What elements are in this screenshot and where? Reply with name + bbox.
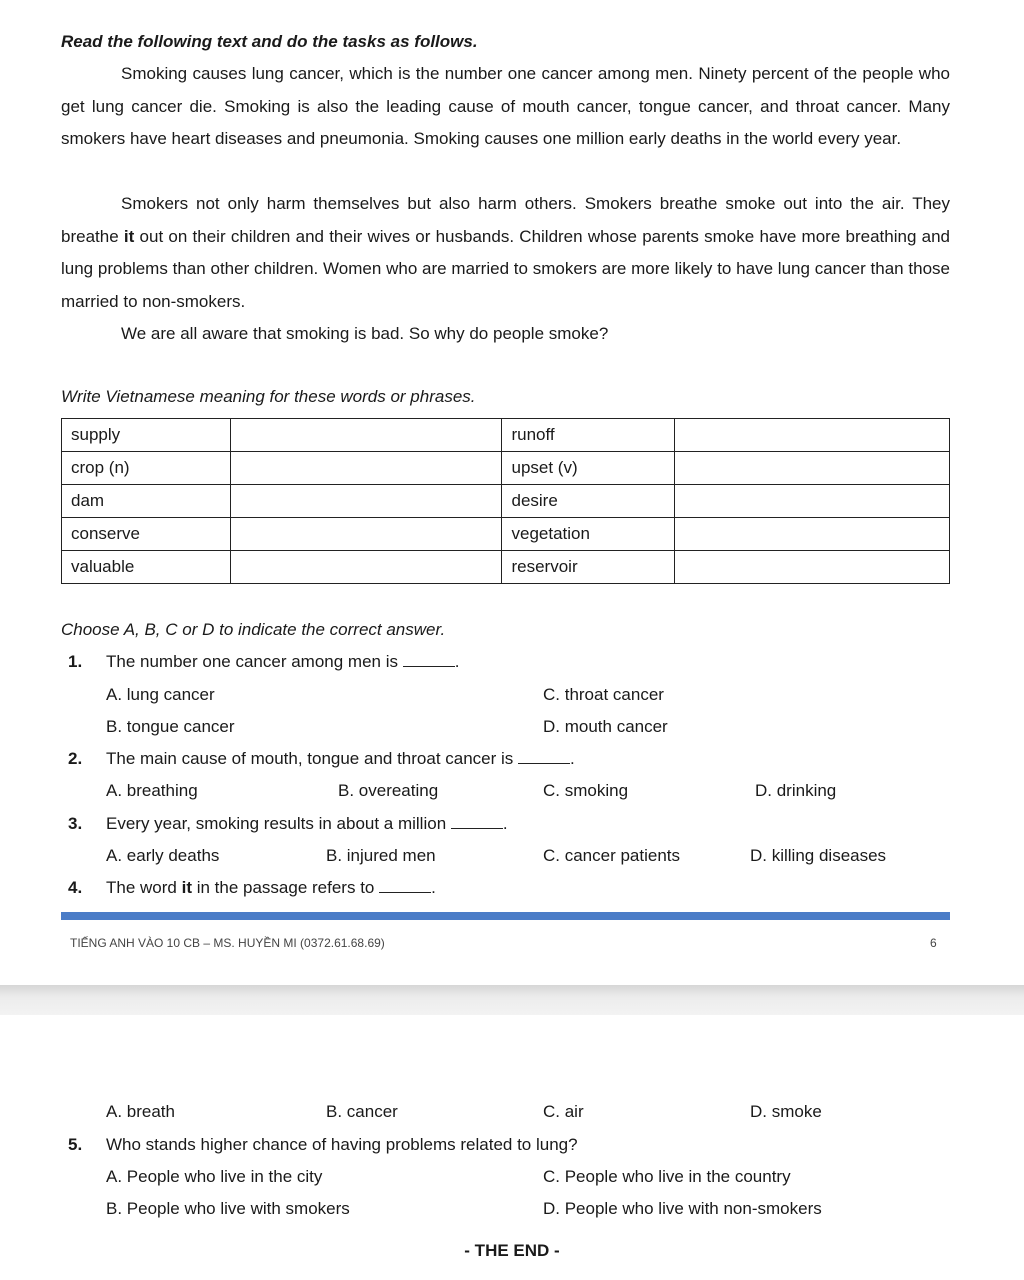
option-c[interactable]: C. People who live in the country (543, 1167, 791, 1186)
vocab-answer-cell[interactable] (230, 485, 502, 518)
the-end-label: - THE END - (464, 1241, 560, 1260)
question-2 (68, 749, 575, 769)
option-c[interactable]: C. cancer patients (543, 846, 681, 865)
option-d[interactable]: D. People who live with non-smokers (543, 1199, 822, 1218)
vocab-word: crop (n) (62, 452, 231, 485)
question-end: . (431, 878, 436, 897)
page-number: 6 (930, 936, 937, 950)
question-text: The number one cancer among men is (106, 652, 398, 671)
vocab-word: desire (502, 485, 675, 518)
option-a[interactable]: A. People who live in the city (106, 1167, 323, 1186)
passage-p3-text: We are all aware that smoking is bad. So why do people smoke? (121, 324, 609, 343)
vocab-answer-cell[interactable] (230, 551, 502, 584)
table-row (62, 452, 950, 485)
passage-paragraph-3 (61, 318, 950, 351)
vocab-answer-cell[interactable] (230, 419, 502, 452)
answer-blank[interactable] (403, 654, 455, 667)
vocab-answer-cell[interactable] (230, 452, 502, 485)
option-c[interactable]: C. smoking (543, 781, 629, 800)
vocab-word: vegetation (502, 518, 675, 551)
question-text: Who stands higher chance of having problems related to lung? (106, 1135, 578, 1154)
vocab-table (61, 418, 950, 584)
vocab-answer-cell[interactable] (675, 518, 950, 551)
question-number: 2. (68, 749, 83, 768)
question-text: The main cause of mouth, tongue and throat cancer is (106, 749, 514, 768)
option-d[interactable]: D. smoke (750, 1102, 822, 1121)
question-4 (68, 878, 436, 898)
option-a[interactable]: A. early deaths (106, 846, 220, 865)
question-text-before: The word (106, 878, 182, 897)
vocab-word: supply (62, 419, 231, 452)
question-number: 5. (68, 1135, 83, 1154)
option-b[interactable]: B. overeating (338, 781, 439, 800)
vocab-answer-cell[interactable] (675, 452, 950, 485)
question-3 (68, 814, 508, 834)
table-row (62, 518, 950, 551)
table-row (62, 551, 950, 584)
option-c[interactable]: C. air (543, 1102, 584, 1121)
vocab-answer-cell[interactable] (675, 419, 950, 452)
question-text: Every year, smoking results in about a million (106, 814, 447, 833)
question-end: . (570, 749, 575, 768)
answer-blank[interactable] (379, 880, 431, 893)
answer-blank[interactable] (518, 751, 570, 764)
option-b[interactable]: B. cancer (326, 1102, 398, 1121)
vocab-word: runoff (502, 419, 675, 452)
passage-p2-bold-word: it (123, 226, 135, 246)
question-number: 1. (68, 652, 83, 671)
passage-p2-before: Smokers not only harm themselves but also harm others. Smokers breathe smoke out into the air. They breathe (61, 194, 950, 246)
option-b[interactable]: B. injured men (326, 846, 436, 865)
option-a[interactable]: A. breath (106, 1102, 175, 1121)
passage-p2-after: out on their children and their wives or husbands. Children whose parents smoke have more breathing and lung problems than other children. Women who are married to smokers are more likely to have lung cancer than those married to non-smokers. (61, 226, 950, 311)
vocab-word: conserve (62, 518, 231, 551)
question-text-after: in the passage refers to (191, 878, 375, 897)
vocab-word: reservoir (502, 551, 675, 584)
vocab-word: upset (v) (502, 452, 675, 485)
vocab-answer-cell[interactable] (675, 485, 950, 518)
section-heading: Read the following text and do the tasks as follows. (61, 32, 478, 51)
question-1 (68, 652, 459, 672)
question-number: 4. (68, 878, 83, 897)
vocab-word: valuable (62, 551, 231, 584)
option-d[interactable]: D. mouth cancer (543, 717, 668, 736)
option-c[interactable]: C. throat cancer (543, 685, 664, 704)
option-b[interactable]: B. tongue cancer (106, 717, 235, 736)
answer-blank[interactable] (451, 816, 503, 829)
question-end: . (454, 652, 460, 671)
question-number: 3. (68, 814, 83, 833)
vocab-answer-cell[interactable] (230, 518, 502, 551)
vocab-instruction: Write Vietnamese meaning for these words or phrases. (61, 387, 476, 406)
passage-paragraph-1 (61, 58, 950, 156)
question-5 (68, 1135, 578, 1155)
vocab-answer-cell[interactable] (675, 551, 950, 584)
option-a[interactable]: A. lung cancer (106, 685, 215, 704)
table-row (62, 485, 950, 518)
vocab-word: dam (62, 485, 231, 518)
question-bold-word: it (181, 878, 192, 897)
footer-rule (61, 912, 950, 920)
question-end: . (502, 814, 508, 833)
mcq-instruction: Choose A, B, C or D to indicate the correct answer. (61, 620, 446, 639)
option-a[interactable]: A. breathing (106, 781, 198, 800)
footer-text: TIẾNG ANH VÀO 10 CB – MS. HUYỀN MI (0372.61.68.69) (70, 936, 385, 950)
table-row (62, 419, 950, 452)
passage-p1-text: Smoking causes lung cancer, which is the number one cancer among men. Ninety percent of the people who get lung cancer die. Smoking is also the leading cause of mouth cancer, tongue cancer, and throat cancer. Many smokers have heart diseases and pneumonia. Smoking causes one million early deaths in the world every year. (61, 64, 950, 148)
passage-paragraph-2 (61, 188, 950, 318)
option-b[interactable]: B. People who live with smokers (106, 1199, 350, 1218)
option-d[interactable]: D. killing diseases (750, 846, 887, 865)
option-d[interactable]: D. drinking (755, 781, 837, 800)
page-separator (0, 985, 1024, 1015)
